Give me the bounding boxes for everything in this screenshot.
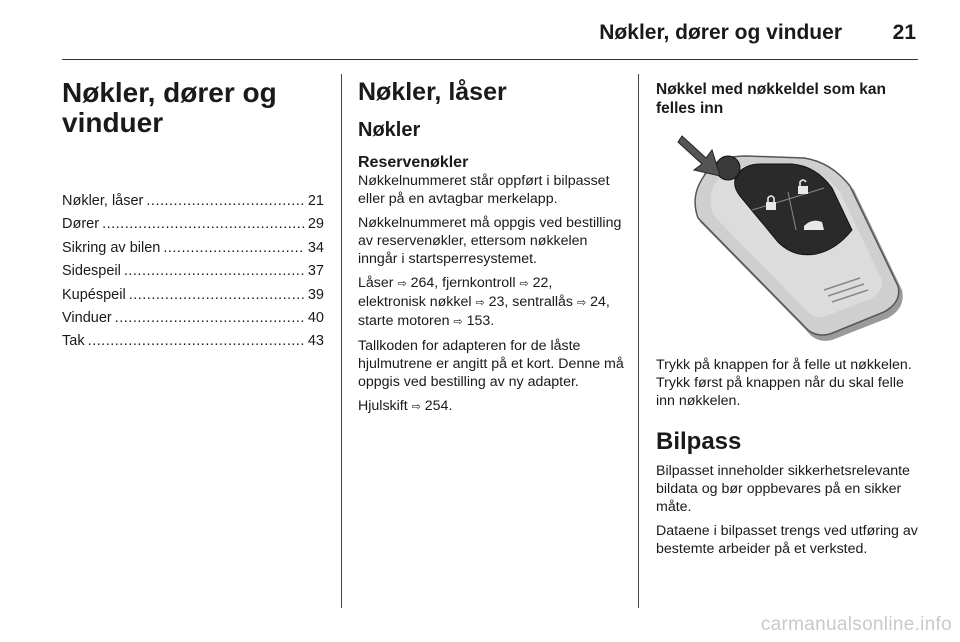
chapter-column (62, 78, 324, 354)
toc-page: 37 (307, 263, 324, 280)
paragraph: Tallkoden for adapteren for de låste hjulmutrene er angitt på et kort. Denne må oppgis ved bestilling av ny adapter. (358, 338, 624, 390)
toc-label: Vinduer (62, 310, 112, 327)
paragraph-reference: Hjulskift ⇨ 254. (358, 398, 453, 414)
toc-page: 29 (307, 216, 324, 233)
toc-page: 43 (307, 333, 324, 350)
toc-leader (115, 307, 305, 330)
toc-label: Sikring av bilen (62, 239, 161, 256)
section-subtitle: Nøkler (358, 119, 421, 141)
key-fob-image (656, 130, 918, 344)
toc-page: 21 (307, 193, 324, 209)
header-title: Nøkler, dører og vinduer (599, 21, 842, 44)
key-illustration (656, 130, 918, 344)
fold-key-section (656, 80, 922, 558)
fold-key-heading: Nøkkel med nøkkeldel som kan felles inn (656, 81, 887, 117)
toc-item[interactable] (62, 237, 324, 260)
reference-arrow-icon: ⇨ (519, 277, 529, 290)
toc-item[interactable] (62, 284, 324, 307)
toc-item[interactable] (62, 190, 324, 213)
reference-arrow-icon: ⇨ (475, 296, 485, 309)
toc-label: Nøkler, låser (62, 193, 144, 209)
reference-arrow-icon: ⇨ (411, 400, 421, 413)
paragraph: Dataene i bilpasset trengs ved utføring av bestemte arbeider på et verksted. (656, 523, 918, 557)
toc-label: Sidespeil (62, 263, 121, 280)
toc-label: Dører (62, 216, 100, 233)
chapter-title-line: Nøkler, dører og (62, 77, 277, 108)
toc-page: 39 (307, 286, 324, 303)
toc-page: 40 (307, 310, 324, 327)
toc-leader (129, 284, 305, 307)
watermark: carmanualsonline.info (760, 614, 952, 635)
paragraph: Nøkkelnummeret må oppgis ved bestilling av reservenøkler, ettersom nøkkelen inngår i startsperresystemet. (358, 215, 622, 267)
spare-keys-heading: Reservenøkler (358, 154, 469, 171)
table-of-contents (62, 190, 324, 354)
chapter-title-line: vinduer (62, 107, 164, 138)
column-divider (341, 74, 342, 608)
chapter-title (62, 78, 324, 138)
toc-item[interactable] (62, 213, 324, 236)
reference-arrow-icon: ⇨ (576, 296, 587, 309)
keys-section (358, 78, 624, 416)
paragraph: Bilpasset inneholder sikkerhetsrelevante bildata og bør oppbevares på en sikker måte. (656, 463, 910, 515)
page-number: 21 (892, 21, 916, 44)
toc-label: Tak (62, 333, 85, 350)
toc-item[interactable] (62, 330, 324, 353)
section-title: Nøkler, låser (358, 78, 507, 106)
paragraph: Trykk på knappen for å felle ut nøkkelen. Trykk først på knappen når du skal felle inn nøkkelen. (656, 357, 912, 409)
column-divider (638, 74, 639, 608)
toc-label: Kupéspeil (62, 286, 126, 303)
toc-leader (163, 237, 305, 260)
paragraph-references: Låser ⇨ 264, fjernkontroll ⇨ 22, elektronisk nøkkel ⇨ 23, sentrallås ⇨ 24, starte motoren ⇨ 153. (358, 275, 610, 329)
reference-arrow-icon: ⇨ (453, 315, 463, 328)
toc-item[interactable] (62, 307, 324, 330)
toc-leader (124, 260, 305, 283)
paragraph: Nøkkelnummeret står oppført i bilpasset eller på en avtagbar merkelapp. (358, 173, 610, 207)
toc-item[interactable] (62, 260, 324, 283)
reference-arrow-icon: ⇨ (397, 277, 407, 290)
toc-leader (146, 190, 304, 213)
toc-page: 34 (307, 239, 324, 256)
vehicle-pass-title: Bilpass (656, 428, 742, 455)
toc-leader (88, 330, 305, 353)
page-header (62, 14, 918, 60)
toc-leader (102, 213, 305, 236)
